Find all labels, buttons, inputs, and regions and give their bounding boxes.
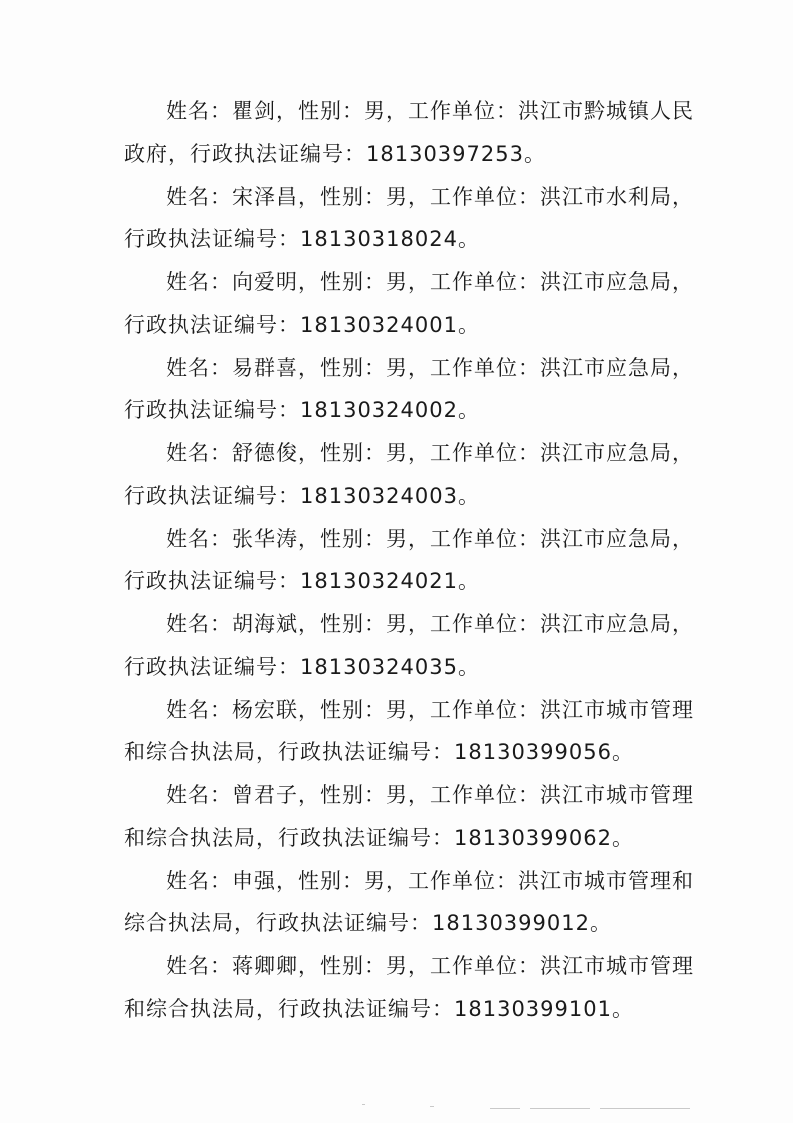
entry-line-1: 姓名：易群喜，性别：男，工作单位：洪江市应急局， bbox=[166, 355, 694, 380]
entry-line-1: 姓名：胡海斌，性别：男，工作单位：洪江市应急局， bbox=[166, 612, 694, 636]
entry-line-2: 行政执法证编号：18130318024。 bbox=[124, 227, 480, 252]
entry-line-1: 姓名：曾君子，性别：男，工作单位：洪江市城市管理 bbox=[166, 783, 694, 807]
personnel-entry bbox=[124, 347, 694, 433]
personnel-list bbox=[124, 90, 694, 1031]
scan-mark bbox=[490, 1108, 520, 1109]
entry-line-2: 行政执法证编号：18130324002。 bbox=[124, 398, 480, 423]
personnel-entry bbox=[124, 603, 694, 689]
personnel-entry bbox=[124, 945, 694, 1031]
scan-artifacts bbox=[0, 1100, 793, 1120]
scan-mark bbox=[600, 1108, 690, 1109]
scan-mark bbox=[362, 1104, 365, 1105]
entry-line-1: 姓名：蒋卿卿，性别：男，工作单位：洪江市城市管理 bbox=[166, 954, 694, 978]
entry-line-1: 姓名：宋泽昌，性别：男，工作单位：洪江市水利局， bbox=[166, 184, 694, 209]
entry-line-2: 综合执法局，行政执法证编号：18130399012。 bbox=[124, 911, 612, 936]
personnel-entry bbox=[124, 261, 694, 347]
personnel-entry bbox=[124, 90, 694, 176]
personnel-entry bbox=[124, 689, 694, 775]
entry-line-2: 政府，行政执法证编号：18130397253。 bbox=[124, 141, 546, 166]
entry-line-1: 姓名：张华涛，性别：男，工作单位：洪江市应急局， bbox=[166, 526, 694, 551]
personnel-entry bbox=[124, 176, 694, 262]
entry-line-2: 和综合执法局，行政执法证编号：18130399056。 bbox=[124, 740, 634, 765]
entry-line-1: 姓名：向爱明，性别：男，工作单位：洪江市应急局， bbox=[166, 270, 694, 294]
entry-line-2: 行政执法证编号：18130324001。 bbox=[124, 312, 480, 337]
entry-line-2: 和综合执法局，行政执法证编号：18130399062。 bbox=[124, 825, 634, 850]
scan-mark bbox=[530, 1108, 590, 1109]
entry-line-1: 姓名：瞿剑，性别：男，工作单位：洪江市黔城镇人民 bbox=[166, 99, 694, 123]
entry-line-2: 和综合执法局，行政执法证编号：18130399101。 bbox=[124, 996, 634, 1021]
personnel-entry bbox=[124, 518, 694, 604]
personnel-entry bbox=[124, 860, 694, 946]
entry-line-2: 行政执法证编号：18130324035。 bbox=[124, 654, 480, 679]
scan-mark bbox=[430, 1106, 434, 1107]
personnel-entry bbox=[124, 774, 694, 860]
entry-line-1: 姓名：申强，性别：男，工作单位：洪江市城市管理和 bbox=[166, 868, 694, 893]
personnel-entry bbox=[124, 432, 694, 518]
entry-line-2: 行政执法证编号：18130324021。 bbox=[124, 569, 480, 594]
entry-line-2: 行政执法证编号：18130324003。 bbox=[124, 483, 480, 508]
entry-line-1: 姓名：杨宏联，性别：男，工作单位：洪江市城市管理 bbox=[166, 697, 694, 722]
entry-line-1: 姓名：舒德俊，性别：男，工作单位：洪江市应急局， bbox=[166, 441, 694, 465]
